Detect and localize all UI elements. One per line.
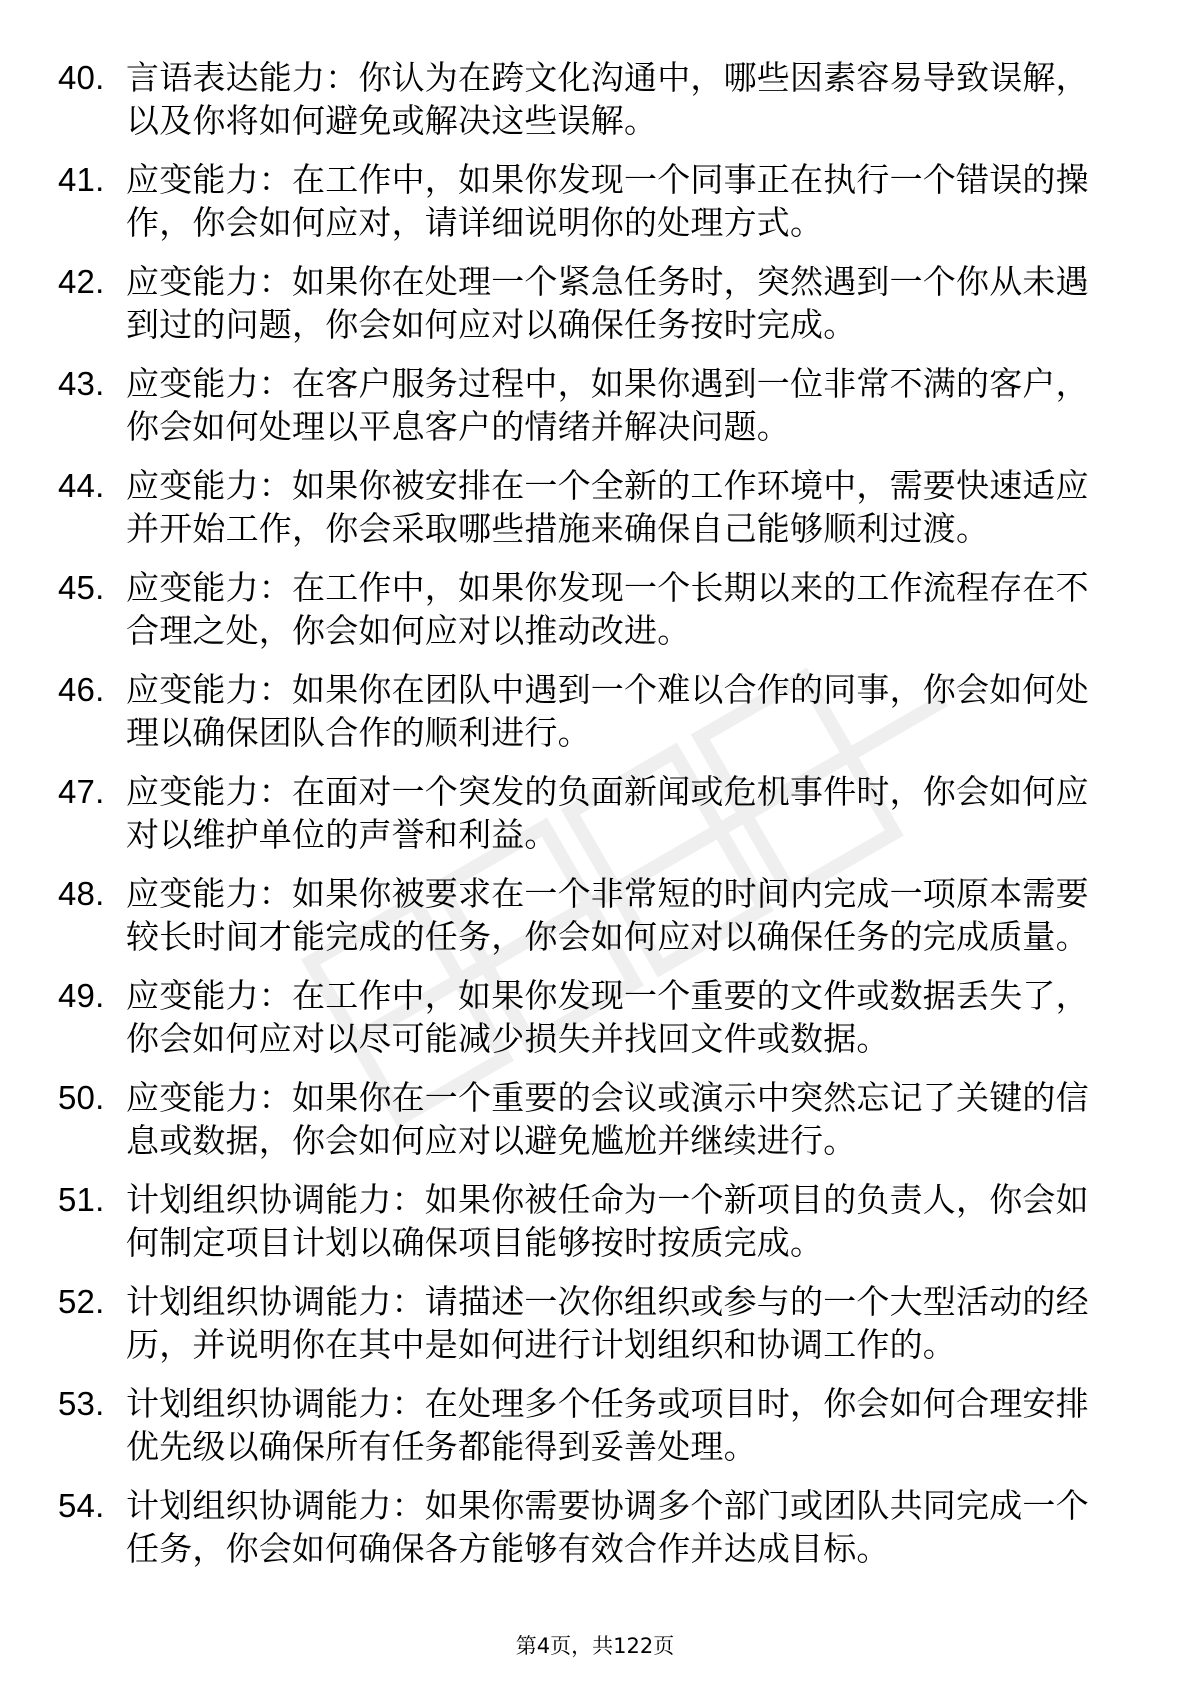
question-item-45: [58, 566, 1118, 652]
question-text: 应变能力：如果你在处理一个紧急任务时，突然遇到一个你从未遇到过的问题，你会如何应对以确保任务按时完成。: [126, 262, 1089, 344]
question-item-53: [58, 1382, 1118, 1468]
page-indicator: 第4页，共122页: [515, 1634, 675, 1658]
question-number: 44.: [58, 467, 105, 504]
question-item-42: [58, 260, 1118, 346]
question-text: 应变能力：如果你在团队中遇到一个难以合作的同事，你会如何处理以确保团队合作的顺利进行。: [126, 670, 1089, 752]
question-item-43: [58, 362, 1118, 448]
question-item-50: [58, 1076, 1118, 1162]
question-number: 51.: [58, 1181, 105, 1218]
question-item-49: [58, 974, 1118, 1060]
question-number: 46.: [58, 671, 105, 708]
question-text: 计划组织协调能力：如果你需要协调多个部门或团队共同完成一个任务，你会如何确保各方能够有效合作并达成目标。: [126, 1486, 1089, 1568]
question-text: 应变能力：在工作中，如果你发现一个同事正在执行一个错误的操作，你会如何应对，请详细说明你的处理方式。: [126, 160, 1089, 242]
question-item-54: [58, 1484, 1118, 1570]
question-list: [58, 56, 1118, 1586]
question-item-40: [58, 56, 1118, 142]
question-item-46: [58, 668, 1118, 754]
question-number: 50.: [58, 1079, 105, 1116]
question-text: 应变能力：如果你被要求在一个非常短的时间内完成一项原本需要较长时间才能完成的任务，你会如何应对以确保任务的完成质量。: [126, 874, 1089, 956]
question-text: 应变能力：在面对一个突发的负面新闻或危机事件时，你会如何应对以维护单位的声誉和利益。: [126, 772, 1089, 854]
question-item-47: [58, 770, 1118, 856]
question-item-51: [58, 1178, 1118, 1264]
question-number: 45.: [58, 569, 105, 606]
question-item-48: [58, 872, 1118, 958]
question-text: 应变能力：在客户服务过程中，如果你遇到一位非常不满的客户，你会如何处理以平息客户的情绪并解决问题。: [126, 364, 1089, 446]
page-footer: [0, 1632, 1190, 1660]
question-text: 应变能力：如果你被安排在一个全新的工作环境中，需要快速适应并开始工作，你会采取哪些措施来确保自己能够顺利过渡。: [126, 466, 1089, 548]
question-text: 计划组织协调能力：请描述一次你组织或参与的一个大型活动的经历，并说明你在其中是如何进行计划组织和协调工作的。: [126, 1282, 1089, 1364]
question-text: 言语表达能力：你认为在跨文化沟通中，哪些因素容易导致误解，以及你将如何避免或解决这些误解。: [126, 58, 1089, 140]
question-text: 应变能力：在工作中，如果你发现一个重要的文件或数据丢失了，你会如何应对以尽可能减少损失并找回文件或数据。: [126, 976, 1089, 1058]
question-number: 52.: [58, 1283, 105, 1320]
question-text: 计划组织协调能力：在处理多个任务或项目时，你会如何合理安排优先级以确保所有任务都能得到妥善处理。: [126, 1384, 1089, 1466]
question-number: 48.: [58, 875, 105, 912]
question-number: 43.: [58, 365, 105, 402]
question-text: 应变能力：在工作中，如果你发现一个长期以来的工作流程存在不合理之处，你会如何应对以推动改进。: [126, 568, 1089, 650]
question-item-44: [58, 464, 1118, 550]
question-item-41: [58, 158, 1118, 244]
question-number: 54.: [58, 1487, 105, 1524]
question-number: 42.: [58, 263, 105, 300]
question-number: 47.: [58, 773, 105, 810]
question-number: 53.: [58, 1385, 105, 1422]
question-number: 41.: [58, 161, 105, 198]
question-text: 应变能力：如果你在一个重要的会议或演示中突然忘记了关键的信息或数据，你会如何应对以避免尴尬并继续进行。: [126, 1078, 1089, 1160]
question-text: 计划组织协调能力：如果你被任命为一个新项目的负责人，你会如何制定项目计划以确保项目能够按时按质完成。: [126, 1180, 1089, 1262]
question-item-52: [58, 1280, 1118, 1366]
question-number: 40.: [58, 59, 105, 96]
question-number: 49.: [58, 977, 105, 1014]
